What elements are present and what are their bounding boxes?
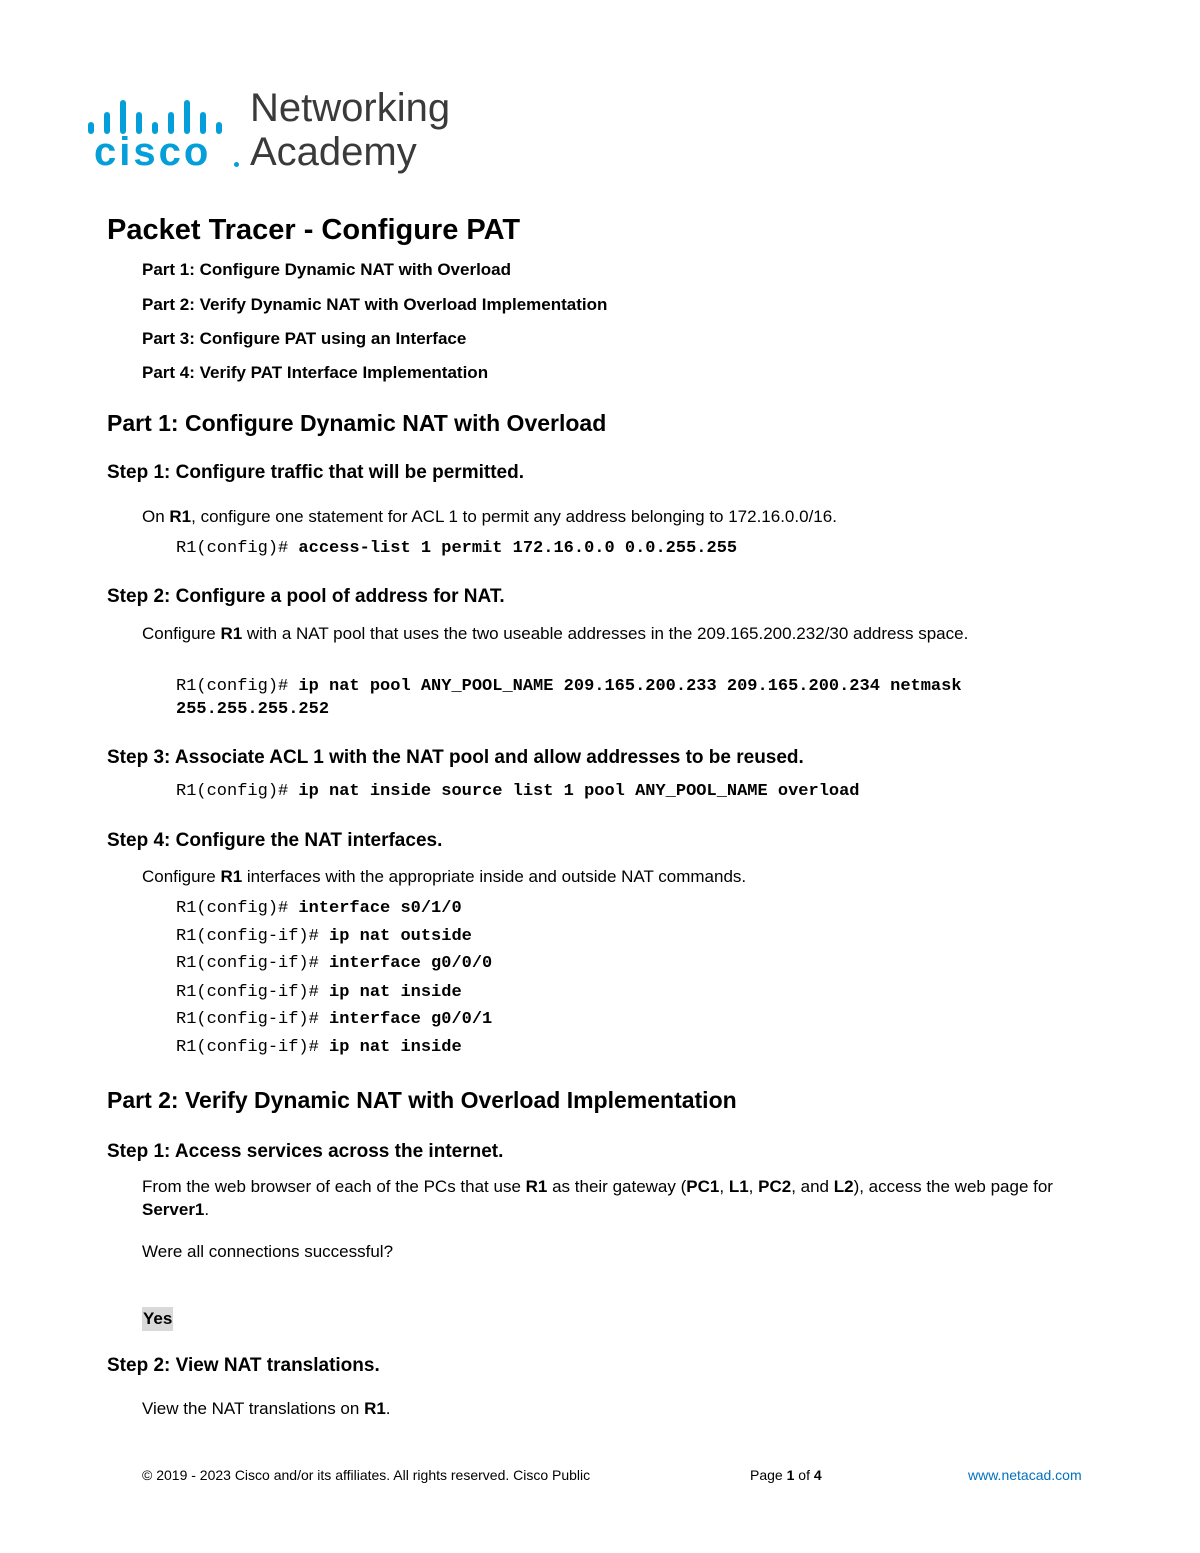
part1-step2-text: Configure R1 with a NAT pool that uses the two useable addresses in the 209.165.200.232/30 address space.	[142, 624, 969, 643]
part2-step1-text: From the web browser of each of the PCs that use R1 as their gateway (PC1, L1, PC2, and L2), access the web page for Server1.	[142, 1177, 1053, 1219]
logo-tagline-line1: Networking	[250, 86, 451, 130]
wordmark-dot	[234, 162, 239, 167]
part1-step1-text: On R1, configure one statement for ACL 1 to permit any address belonging to 172.16.0.0/16.	[142, 507, 837, 526]
part2-step2-heading: Step 2: View NAT translations.	[107, 1355, 380, 1376]
command-line: R1(config-if)# interface g0/0/1	[176, 1010, 493, 1029]
command-line: R1(config-if)# ip nat inside	[176, 1038, 462, 1057]
part1-step2-heading: Step 2: Configure a pool of address for NAT.	[107, 586, 505, 607]
command-line: R1(config)# ip nat pool ANY_POOL_NAME 209.165.200.233 209.165.200.234 netmask	[176, 677, 962, 696]
objective-item: Part 3: Configure PAT using an Interface	[142, 329, 467, 348]
part1-step3-heading: Step 3: Associate ACL 1 with the NAT pool and allow addresses to be reused.	[107, 747, 804, 768]
part1-heading: Part 1: Configure Dynamic NAT with Overload	[107, 410, 607, 436]
device-name: R1	[220, 867, 243, 886]
part1-step1-heading: Step 1: Configure traffic that will be permitted.	[107, 462, 524, 483]
cisco-wordmark: cisco	[94, 130, 212, 174]
logo-tagline-line2: Academy	[250, 130, 417, 174]
logo-tagline	[250, 86, 450, 174]
part1-step4-heading: Step 4: Configure the NAT interfaces.	[107, 830, 443, 851]
device-name: R1	[364, 1399, 386, 1418]
footer-copyright: © 2019 - 2023 Cisco and/or its affiliates. All rights reserved. Cisco Public	[142, 1467, 591, 1483]
objective-item: Part 1: Configure Dynamic NAT with Overload	[142, 260, 512, 279]
command-line: R1(config-if)# ip nat outside	[176, 927, 472, 946]
objective-item: Part 4: Verify PAT Interface Implementation	[142, 363, 489, 382]
part2-step2-text: View the NAT translations on R1.	[142, 1399, 391, 1418]
device-name: R1	[220, 624, 243, 643]
answer-highlight: Yes	[142, 1307, 173, 1331]
device-name: R1	[169, 507, 192, 526]
footer-website-link[interactable]: www.netacad.com	[968, 1467, 1082, 1483]
command-line: R1(config)# interface s0/1/0	[176, 899, 462, 918]
cisco-networking-academy-logo	[86, 88, 476, 178]
cisco-bars-icon	[86, 94, 236, 134]
command-line: R1(config-if)# interface g0/0/0	[176, 954, 493, 973]
part2-step1-heading: Step 1: Access services across the internet.	[107, 1141, 504, 1162]
command-line: R1(config)# ip nat inside source list 1 pool ANY_POOL_NAME overload	[176, 782, 860, 801]
part2-heading: Part 2: Verify Dynamic NAT with Overload Implementation	[107, 1087, 737, 1113]
page-title: Packet Tracer - Configure PAT	[107, 214, 521, 246]
footer-page-number: Page 1 of 4	[750, 1467, 822, 1483]
command-line: R1(config-if)# ip nat inside	[176, 983, 462, 1002]
part1-step4-text: Configure R1 interfaces with the appropriate inside and outside NAT commands.	[142, 867, 747, 886]
question-text: Were all connections successful?	[142, 1242, 394, 1261]
objective-item: Part 2: Verify Dynamic NAT with Overload Implementation	[142, 295, 608, 314]
command-line: R1(config)# access-list 1 permit 172.16.0.0 0.0.255.255	[176, 539, 738, 558]
command-line-continued: 255.255.255.252	[176, 700, 330, 719]
